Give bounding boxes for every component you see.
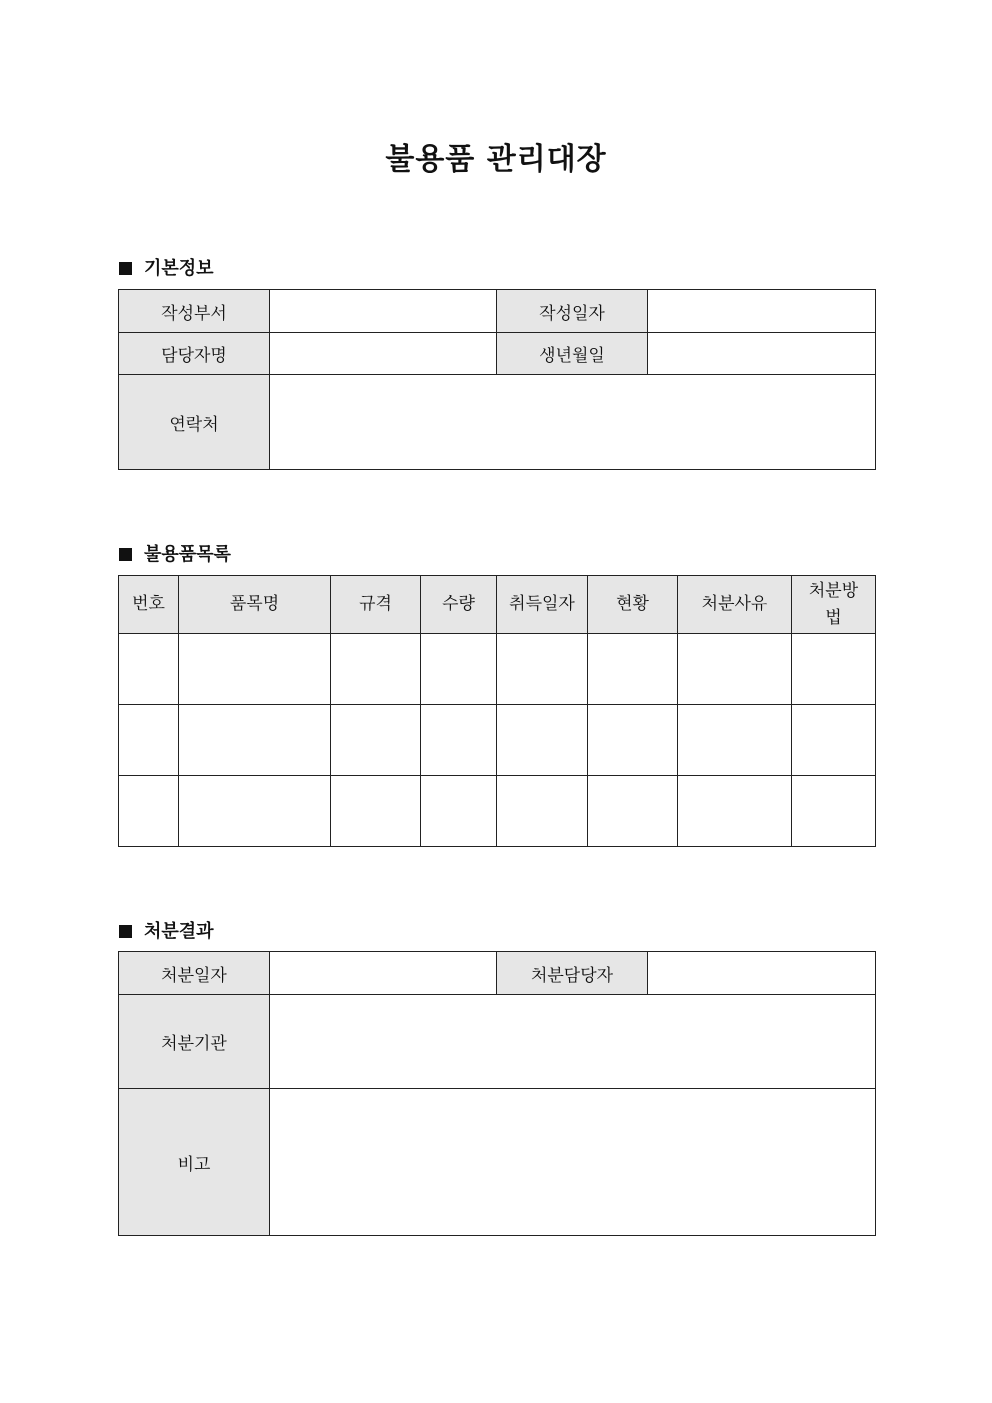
cell[interactable] xyxy=(588,776,678,847)
cell[interactable] xyxy=(678,634,792,705)
contact-label: 연락처 xyxy=(119,375,270,470)
cell[interactable] xyxy=(678,705,792,776)
disposal-person-label: 처분담당자 xyxy=(497,952,648,995)
manager-field[interactable] xyxy=(270,333,497,375)
header-qty: 수량 xyxy=(421,576,497,634)
header-disposal-method: 처분방법 xyxy=(792,576,876,634)
square-bullet-icon xyxy=(119,925,132,938)
disposal-date-field[interactable] xyxy=(270,952,497,995)
dept-label: 작성부서 xyxy=(119,290,270,333)
cell[interactable] xyxy=(421,634,497,705)
cell[interactable] xyxy=(119,634,179,705)
cell[interactable] xyxy=(421,776,497,847)
date-label: 작성일자 xyxy=(497,290,648,333)
header-disposal-reason: 처분사유 xyxy=(678,576,792,634)
disposal-person-field[interactable] xyxy=(648,952,876,995)
section-heading-result xyxy=(119,917,214,943)
disposal-date-label: 처분일자 xyxy=(119,952,270,995)
header-item-name: 품목명 xyxy=(179,576,331,634)
manager-label: 담당자명 xyxy=(119,333,270,375)
disposal-agency-field[interactable] xyxy=(270,995,876,1089)
date-field[interactable] xyxy=(648,290,876,333)
square-bullet-icon xyxy=(119,548,132,561)
cell[interactable] xyxy=(179,705,331,776)
cell[interactable] xyxy=(119,705,179,776)
header-status: 현황 xyxy=(588,576,678,634)
contact-field[interactable] xyxy=(270,375,876,470)
note-field[interactable] xyxy=(270,1089,876,1236)
cell[interactable] xyxy=(588,634,678,705)
cell[interactable] xyxy=(421,705,497,776)
cell[interactable] xyxy=(792,634,876,705)
header-no: 번호 xyxy=(119,576,179,634)
table-row xyxy=(119,634,876,705)
cell[interactable] xyxy=(119,776,179,847)
cell[interactable] xyxy=(331,705,421,776)
cell[interactable] xyxy=(179,776,331,847)
cell[interactable] xyxy=(588,705,678,776)
section-heading-items xyxy=(119,540,231,566)
cell[interactable] xyxy=(792,776,876,847)
table-row xyxy=(119,776,876,847)
cell[interactable] xyxy=(678,776,792,847)
cell[interactable] xyxy=(497,776,588,847)
section-heading-basic xyxy=(119,254,214,280)
header-acquired-date: 취득일자 xyxy=(497,576,588,634)
cell[interactable] xyxy=(497,634,588,705)
section-title: 처분결과 xyxy=(144,921,214,942)
disposal-agency-label: 처분기관 xyxy=(119,995,270,1089)
items-table xyxy=(118,575,876,847)
table-row xyxy=(119,705,876,776)
section-title: 불용품목록 xyxy=(144,544,231,565)
page-title: 불용품 관리대장 xyxy=(385,142,607,177)
header-spec: 규격 xyxy=(331,576,421,634)
basic-info-table xyxy=(118,289,876,470)
birth-label: 생년월일 xyxy=(497,333,648,375)
note-label: 비고 xyxy=(119,1089,270,1236)
cell[interactable] xyxy=(331,776,421,847)
cell[interactable] xyxy=(792,705,876,776)
cell[interactable] xyxy=(497,705,588,776)
result-table xyxy=(118,951,876,1236)
cell[interactable] xyxy=(179,634,331,705)
square-bullet-icon xyxy=(119,262,132,275)
section-title: 기본정보 xyxy=(144,258,214,279)
cell[interactable] xyxy=(331,634,421,705)
birth-field[interactable] xyxy=(648,333,876,375)
dept-field[interactable] xyxy=(270,290,497,333)
